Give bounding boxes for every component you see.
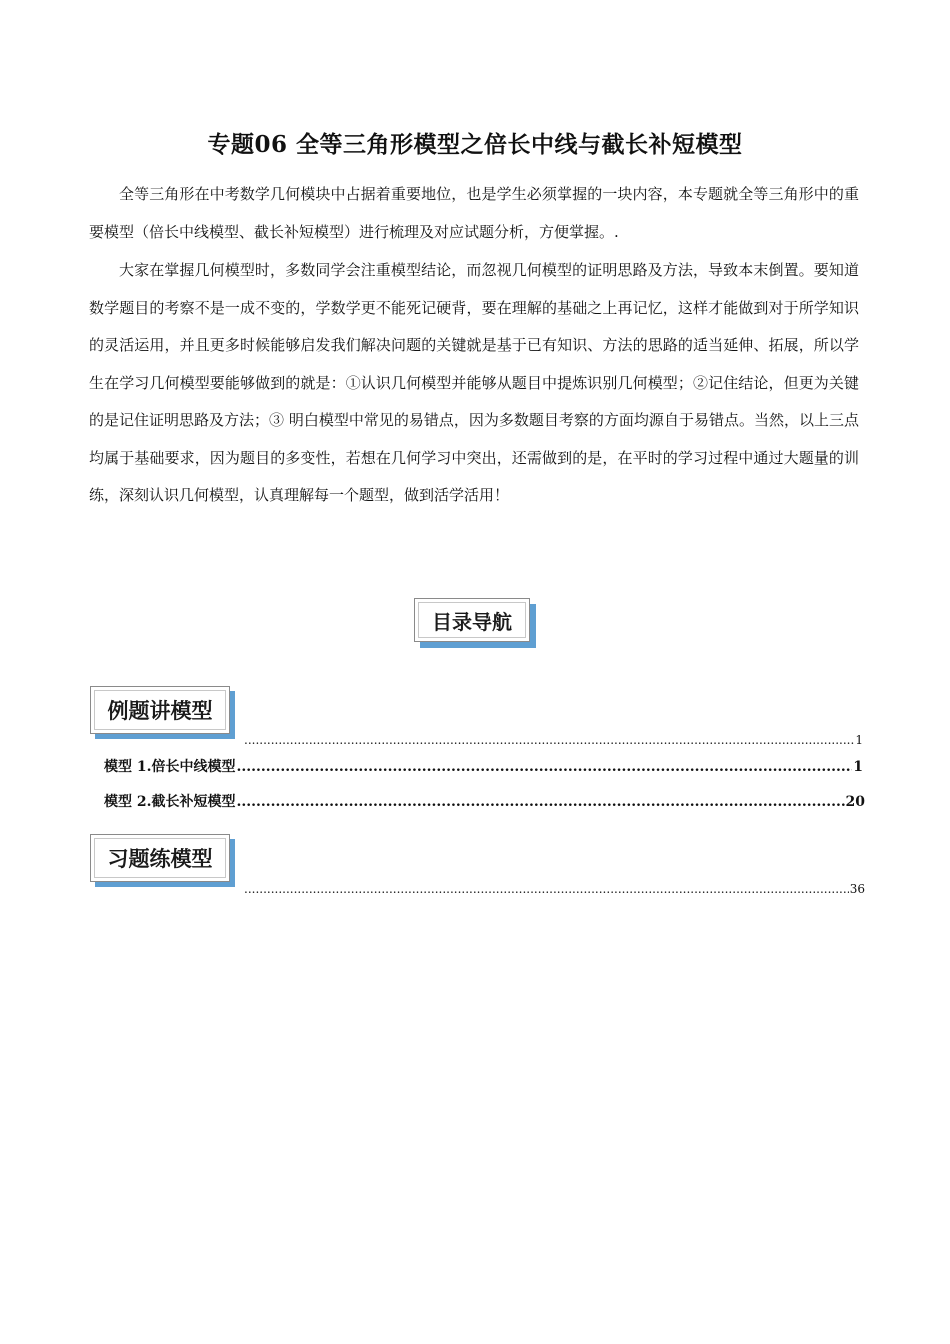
toc-leader-dots [237,758,853,776]
section-heading-examples[interactable] [90,686,230,734]
toc-entry-model-2[interactable] [104,793,865,811]
toc-entry-label: 模型 2.截长补短模型 [104,794,236,810]
toc-leader-dots [237,793,845,811]
section-heading-exercises-label: 习题练模型 [94,838,226,878]
toc-nav-heading [414,598,530,642]
intro-paragraph-2: 大家在掌握几何模型时，多数同学会注重模型结论，而忽视几何模型的证明思路及方法，导致本末倒置。要知道数学题目的考察不是一成不变的，学数学更不能死记硬背，要在理解的基础之上再记忆，这样才能做到对于所学知识的灵活运用，并且更多时候能够启发我们解决问题的关键就是基于已有知识、方法的思路的适当延伸、拓展，所以学生在学习几何模型要能够做到的就是：①认识几何模型并能够从题目中提炼识别几何模型；②记住结论，但更为关键的是记住证明思路及方法；③ 明白模型中常见的易错点，因为多数题目考察的方面均源自于易错点。当然，以上三点均属于基础要求，因为题目的多变性，若想在几何学习中突出，还需做到的是，在平时的学习过程中通过大题量的训练，深刻认识几何模型，认真理解每一个题型，做到活学活用！ [89,261,859,504]
document-title: 专题06 全等三角形模型之倍长中线与截长补短模型 [207,131,743,158]
intro-paragraph-1: 全等三角形在中考数学几何模块中占据着重要地位，也是学生必须掌握的一块内容，本专题就全等三角形中的重要模型（倍长中线模型、截长补短模型）进行梳理及对应试题分析，方便掌握。. [89,185,859,241]
toc-leader-dots [244,731,854,749]
section-heading-exercises[interactable] [90,834,230,882]
toc-entry-section-exercises[interactable] [243,880,865,898]
toc-entry-section-examples[interactable] [243,731,863,749]
toc-page-number: 1 [853,759,863,775]
toc-leader-dots [244,880,849,898]
toc-nav-label: 目录导航 [418,602,526,638]
toc-page-number: 20 [845,794,865,810]
toc-entry-model-1[interactable] [104,758,863,776]
toc-entry-label: 模型 1.倍长中线模型 [104,759,236,775]
toc-page-number: 36 [849,882,865,896]
toc-page-number: 1 [855,733,863,747]
section-heading-examples-label: 例题讲模型 [94,690,226,730]
